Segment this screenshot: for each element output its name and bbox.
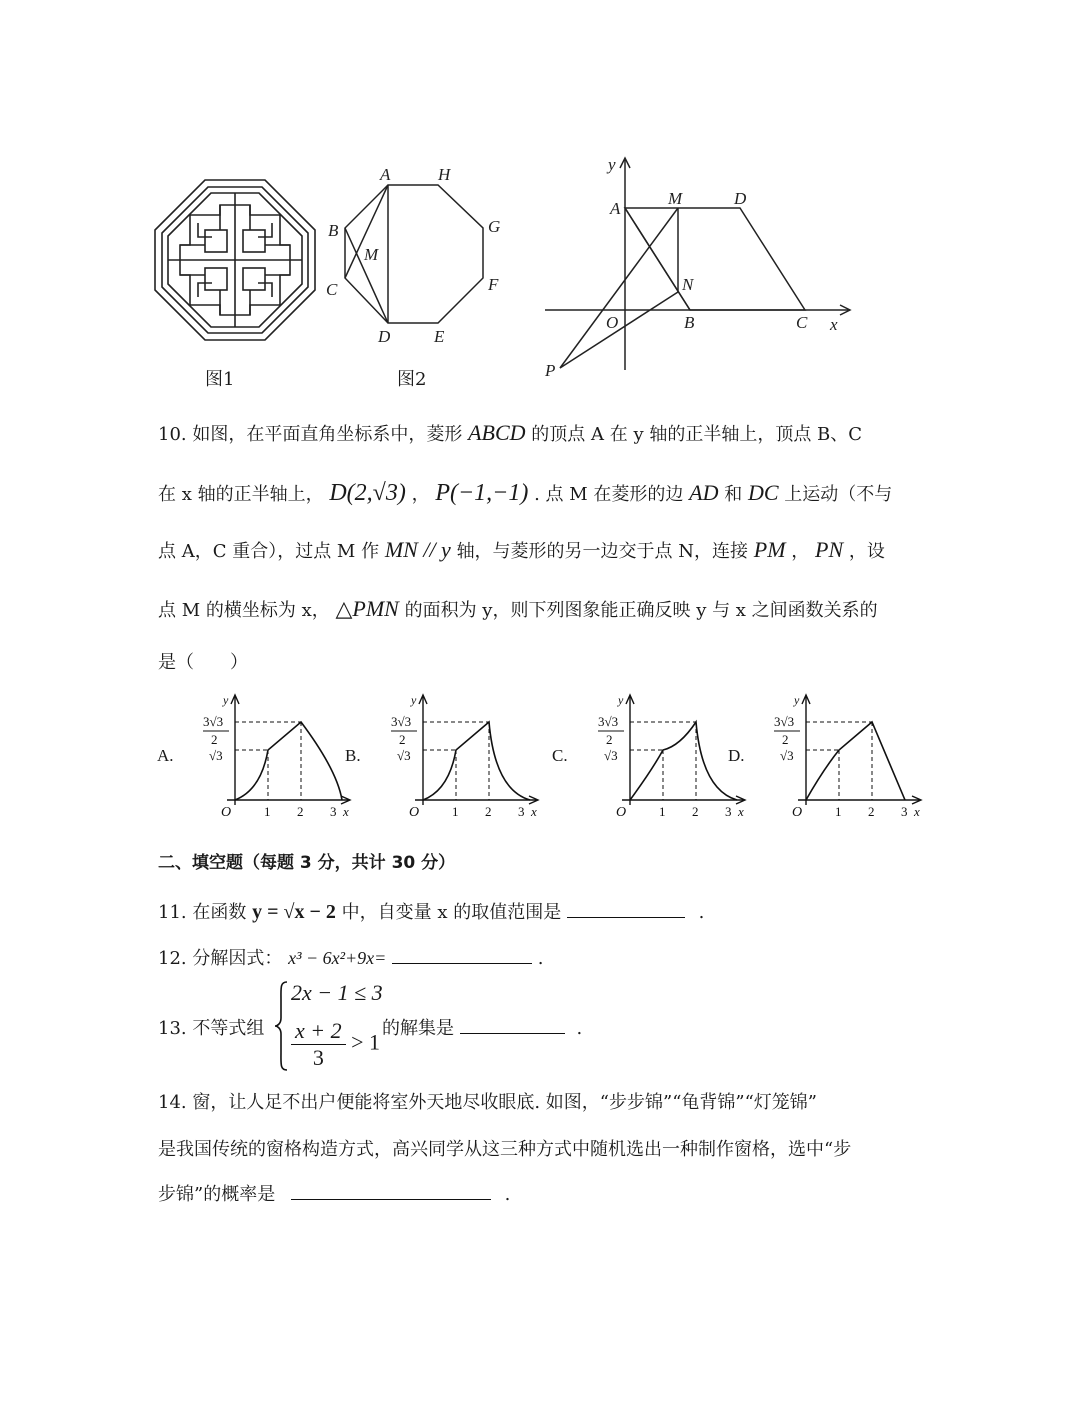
q10-line-4 — [158, 596, 878, 622]
figure-1-caption: 图1 — [205, 369, 235, 390]
graph-tick-3: 3 — [330, 804, 337, 819]
section-2-heading: 二、填空题（每题 3 分，共计 30 分） — [158, 853, 456, 873]
figure-3-coordinate-rhombus — [540, 150, 860, 385]
q14-line-1: 14. 窗，让人足不出户便能将室外天地尽收眼底. 如图，“步步锦”“龟背锦”“灯笼锦” — [158, 1092, 818, 1113]
q10-line3-text-b: 轴，与菱形的另一边交于点 N，连接 — [456, 541, 749, 562]
graph-x-label: x — [738, 804, 744, 819]
graph-label-3root3: 3√3 — [391, 714, 412, 729]
q13-tail — [382, 1014, 582, 1040]
q13-numerator: x + 2 — [291, 1018, 346, 1045]
q13-end: . — [576, 1018, 583, 1039]
q10-line1-text-b: 的顶点 A 在 y 轴的正半轴上，顶点 B、C — [531, 424, 863, 445]
graph-label-2: 2 — [782, 732, 789, 747]
graph-tick-1: 1 — [264, 804, 271, 819]
coord-label-x: x — [830, 315, 838, 334]
graph-tick-2: 2 — [692, 804, 699, 819]
graph-tick-2: 2 — [868, 804, 875, 819]
coord-label-o: O — [606, 313, 619, 332]
coord-label-d: D — [734, 189, 747, 208]
q12-end: . — [537, 948, 544, 969]
octagon-label-b: B — [328, 221, 339, 240]
q10-line3-text-a: 点 A，C 重合），过点 M 作 — [158, 541, 380, 562]
q10-point-p: P(−1,−1) — [435, 480, 529, 506]
option-c-graph[interactable] — [572, 690, 747, 820]
q14-line-2: 是我国传统的窗格构造方式，高兴同学从这三种方式中随机选出一种制作窗格，选中“步 — [158, 1139, 852, 1160]
graph-label-root3: √3 — [780, 748, 794, 763]
octagon-label-a: A — [380, 165, 391, 184]
octagon-label-f: F — [488, 275, 499, 294]
coord-label-n: N — [682, 275, 694, 294]
q13-answer-blank[interactable] — [460, 1015, 565, 1034]
graph-label-2: 2 — [211, 732, 218, 747]
coord-label-m: M — [668, 189, 683, 208]
graph-x-label: x — [914, 804, 920, 819]
q11-end: . — [698, 902, 705, 923]
q10-rhombus-name: ABCD — [468, 420, 526, 445]
figure-2-octagon — [320, 160, 520, 350]
graph-label-root3: √3 — [397, 748, 411, 763]
graph-origin-label: O — [409, 805, 420, 820]
q10-line4-text-a: 点 M 的横坐标为 x， — [158, 600, 330, 621]
figure-2-caption: 图2 — [397, 369, 427, 390]
graph-tick-2: 2 — [297, 804, 304, 819]
q11-text-a: 11. 在函数 — [158, 902, 247, 923]
option-d-label[interactable]: D. — [728, 746, 745, 765]
q11-line — [158, 898, 704, 924]
octagon-label-e: E — [434, 327, 445, 346]
q11-text-b: 中，自变量 x 的取值范围是 — [341, 902, 562, 923]
graph-tick-1: 1 — [835, 804, 842, 819]
q10-line-5: 是（ ） — [158, 652, 248, 673]
graph-label-3root3: 3√3 — [774, 714, 795, 729]
q13-inequality-2 — [291, 1018, 380, 1071]
q13-inequality-1: 2x − 1 ≤ 3 — [291, 980, 383, 1005]
q10-line2-text-b: . 点 M 在菱形的边 — [534, 484, 684, 505]
octagon-label-h: H — [438, 165, 451, 184]
graph-x-label: x — [343, 804, 349, 819]
graph-tick-3: 3 — [901, 804, 908, 819]
graph-origin-label: O — [792, 805, 803, 820]
coord-label-c: C — [796, 313, 808, 332]
coord-label-b: B — [684, 313, 695, 332]
q11-answer-blank[interactable] — [567, 899, 685, 918]
option-b-label[interactable]: B. — [345, 746, 361, 765]
q10-edge-ad: AD — [689, 480, 719, 505]
q10-line-2: 在 x 轴的正半轴上， D(2,√3) ， P(−1,−1) . 点 M 在菱形的边 AD 和 DC 上运动（不与 — [158, 480, 893, 506]
graph-label-2: 2 — [399, 732, 406, 747]
graph-y-label: y — [794, 693, 800, 707]
q10-line-1 — [158, 420, 862, 446]
q13-label: 13. 不等式组 — [158, 1018, 265, 1039]
q10-line2-and: 和 — [724, 484, 743, 505]
option-d-curve — [806, 722, 905, 800]
option-a-curve — [235, 722, 342, 800]
q13-fraction — [291, 1018, 346, 1071]
q10-line-3: 点 A，C 重合），过点 M 作 MN // y 轴，与菱形的另一边交于点 N，连接 PM ， PN ，设 — [158, 537, 885, 562]
option-a-graph[interactable] — [177, 690, 352, 820]
q11-function: y = √x − 2 — [252, 901, 336, 923]
q12-answer-blank[interactable] — [392, 945, 532, 964]
option-d-graph[interactable] — [748, 690, 923, 820]
option-b-graph[interactable] — [365, 690, 540, 820]
q14-line3-text: 步锦”的概率是 — [158, 1184, 276, 1205]
q10-edge-dc: DC — [747, 480, 779, 505]
q10-line3-text-c: ，设 — [848, 541, 885, 562]
q13-denominator: 3 — [312, 1045, 324, 1070]
octagon-label-m: M — [364, 245, 379, 264]
graph-y-label: y — [223, 693, 229, 707]
octagon-label-c: C — [326, 280, 338, 299]
q12-expression: x³ − 6x²+9x= — [288, 948, 387, 968]
q14-line-3 — [158, 1180, 510, 1206]
graph-y-label: y — [618, 693, 624, 707]
q14-answer-blank[interactable] — [291, 1181, 491, 1200]
figure-1-lattice-window — [150, 175, 320, 345]
graph-tick-3: 3 — [725, 804, 732, 819]
coord-label-y: y — [608, 155, 616, 174]
q10-line4-text-b: 的面积为 y，则下列图象能正确反映 y 与 x 之间函数关系的 — [404, 600, 878, 621]
octagon-label-d: D — [378, 327, 391, 346]
option-b-curve — [423, 722, 530, 800]
coord-label-p: P — [545, 361, 556, 380]
coord-label-a: A — [610, 199, 621, 218]
q13-text-b: 的解集是 — [382, 1018, 454, 1039]
option-c-label[interactable]: C. — [552, 746, 568, 765]
graph-origin-label: O — [221, 805, 232, 820]
graph-label-3root3: 3√3 — [203, 714, 224, 729]
q12-line — [158, 944, 544, 970]
graph-label-2: 2 — [606, 732, 613, 747]
q13-brace — [273, 980, 289, 1072]
graph-origin-label: O — [616, 805, 627, 820]
graph-x-label: x — [531, 804, 537, 819]
graph-tick-3: 3 — [518, 804, 525, 819]
graph-tick-1: 1 — [659, 804, 666, 819]
q10-point-d: D(2,√3) — [329, 480, 406, 506]
q10-line2-text-a: 在 x 轴的正半轴上， — [158, 484, 324, 505]
graph-label-3root3: 3√3 — [598, 714, 619, 729]
option-a-label[interactable]: A. — [157, 746, 174, 765]
q10-segment-pm: PM — [753, 537, 786, 562]
q10-line1-text-a: 10. 如图，在平面直角坐标系中，菱形 — [158, 424, 463, 445]
q10-mn-parallel: MN // y — [384, 537, 451, 562]
graph-tick-1: 1 — [452, 804, 459, 819]
graph-label-root3: √3 — [604, 748, 618, 763]
q10-triangle: △PMN — [335, 596, 399, 621]
q14-end: . — [504, 1184, 511, 1205]
q10-segment-pn: PN — [815, 537, 844, 562]
octagon-label-g: G — [488, 217, 501, 236]
option-c-curve — [630, 722, 737, 800]
graph-tick-2: 2 — [485, 804, 492, 819]
q10-line2-text-c: 上运动（不与 — [784, 484, 893, 505]
graph-label-root3: √3 — [209, 748, 223, 763]
q13-gt-one: > 1 — [351, 1029, 381, 1055]
q12-text-a: 12. 分解因式： — [158, 948, 283, 969]
graph-y-label: y — [411, 693, 417, 707]
